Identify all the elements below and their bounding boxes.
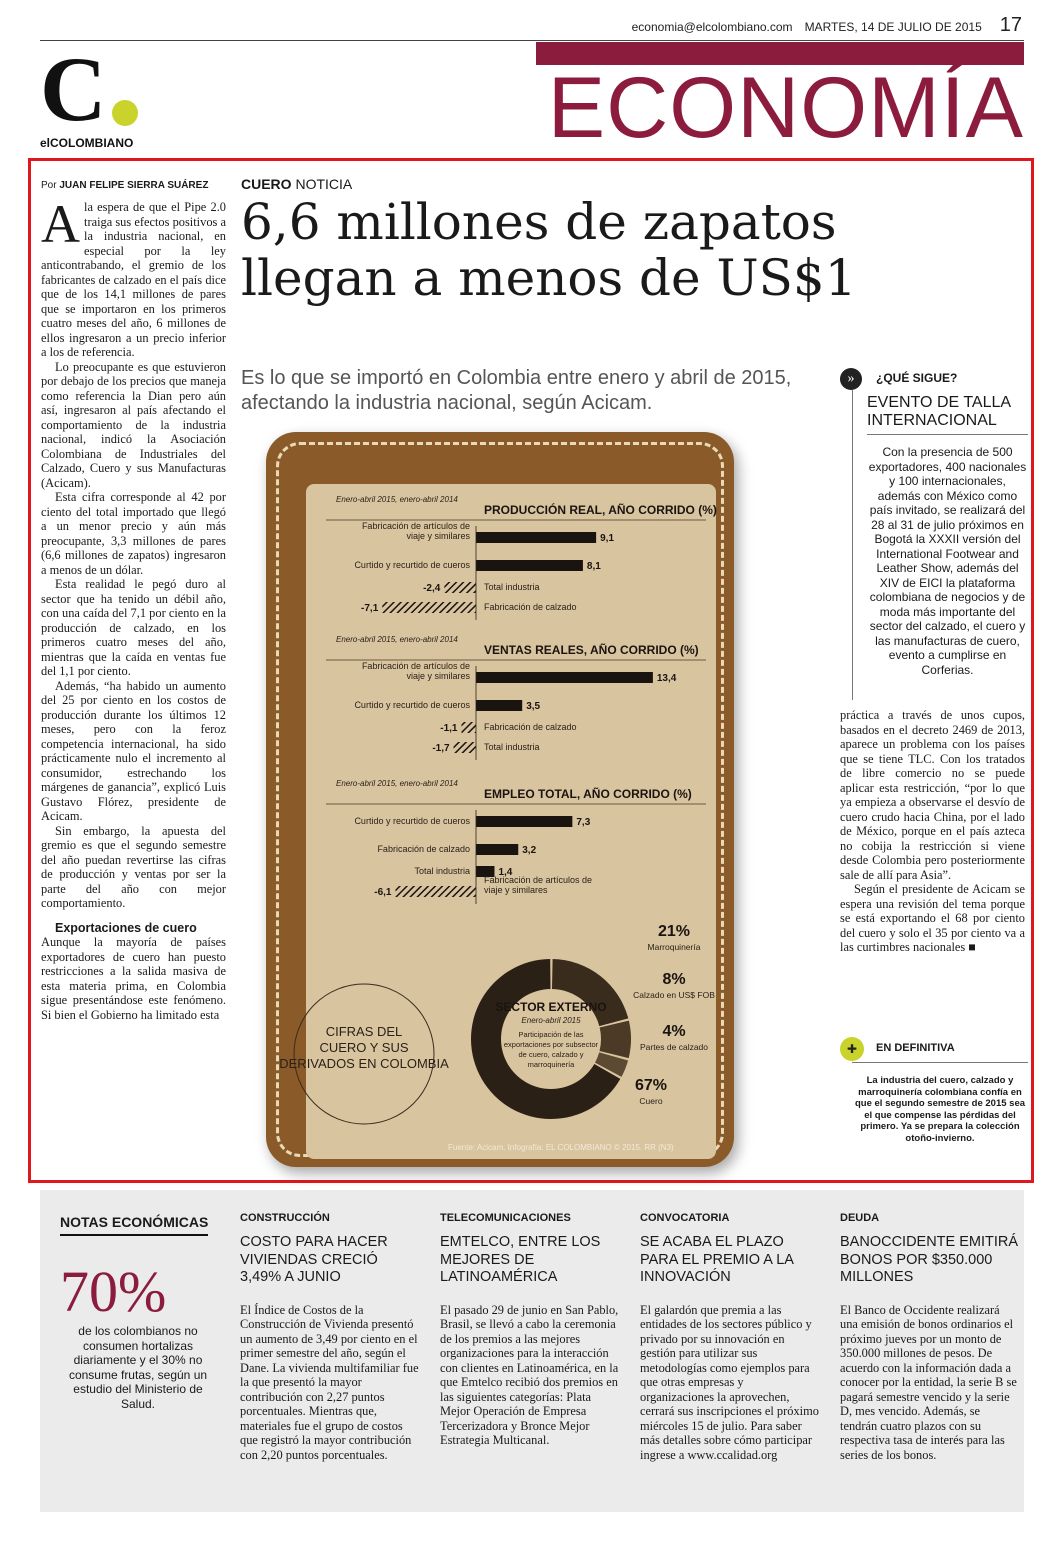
chart-period: Enero-abril 2015, enero-abril 2014 xyxy=(336,779,458,788)
donut-period: Enero-abril 2015 xyxy=(521,1016,581,1025)
donut-subtitle: exportaciones por subsector xyxy=(503,1040,599,1049)
slice-category-label: Partes de calzado xyxy=(639,1042,709,1052)
bar-category-label: Fabricación de calzado xyxy=(377,844,470,854)
slice-value-label: 4% xyxy=(662,1023,686,1040)
article-left-column xyxy=(41,194,226,1022)
donut-subtitle: Participación de las xyxy=(518,1030,584,1039)
chart-title: PRODUCCIÓN REAL, AÑO CORRIDO (%) xyxy=(484,503,717,517)
header-email[interactable]: economia@elcolombiano.com xyxy=(631,20,793,34)
bar xyxy=(476,816,572,827)
event-title: EVENTO DE TALLA INTERNACIONAL xyxy=(867,394,1028,435)
bar xyxy=(395,886,476,897)
bar-category-label: Curtido y recurtido de cueros xyxy=(354,816,470,826)
nota-body: El Banco de Occidente realizará una emisión de bonos ordinarios el próximo jueves por un monto de 350.000 millones de pesos. De acuerdo con la información dada a conocer por la entidad, la serie B se pagará semestre vencido y la serie D, mes vencido. Además, se tendrán cuatro plazos con su respectiva tasa de interés para las series de los bonos. xyxy=(840,1302,1017,1462)
bar-value-label: -6,1 xyxy=(374,887,392,898)
bar xyxy=(454,742,476,753)
kicker xyxy=(241,176,352,192)
deck: Es lo que se importó en Colombia entre enero y abril de 2015, afectando la industria nacional, según Acicam. xyxy=(241,367,792,414)
donut-subtitle: marroquinería xyxy=(527,1060,575,1069)
bar xyxy=(476,700,522,711)
logo-brand: elCOLOMBIANO xyxy=(40,136,134,150)
bar-value-label: 9,1 xyxy=(600,533,615,544)
nota-kicker: CONSTRUCCIÓN xyxy=(240,1212,330,1224)
nota-body: El pasado 29 de junio en San Pablo, Brasil, se llevó a cabo la ceremonia de los premios a las mejores organizaciones para la interacción con clientes en Latinoamérica, en la que Emtelco recibió dos premios en las siguientes categorías: Plata Mejor Operación de Empresa Tercerizadora y Bronce Mejor Estrategia Multicanal. xyxy=(440,1302,619,1447)
bar-category-label: Total industria xyxy=(414,866,470,876)
bar xyxy=(476,532,596,543)
grid-dots-icon: ✚ xyxy=(840,1037,864,1061)
paragraph-6: Sin embargo, la apuesta del gremio es que el segundo semestre del año puedan revertirse las cifras de producción y ventas por ser la parte del año con mejor comportamiento. xyxy=(41,823,226,910)
logo-letter: C xyxy=(40,38,107,140)
double-chevron-icon: » xyxy=(840,368,862,390)
bar-value-label: 1,4 xyxy=(498,867,513,878)
donut-title: SECTOR EXTERNO xyxy=(495,1000,607,1014)
nota-headline: BANOCCIDENTE EMITIRÁ BONOS POR $350.000 MILLONES xyxy=(840,1234,1019,1285)
graphic-source: Fuente: Acicam. Infografía: EL COLOMBIANO © 2015. RR (N3) xyxy=(448,1143,674,1152)
header-date: MARTES, 14 DE JULIO DE 2015 xyxy=(804,20,982,34)
bar-category-label: viaje y similares xyxy=(484,885,548,895)
bar-value-label: -1,1 xyxy=(440,723,458,734)
slice-category-label: Cuero xyxy=(639,1096,663,1106)
nota-headline: SE ACABA EL PLAZO PARA EL PREMIO A LA INNOVACIÓN xyxy=(640,1234,794,1285)
infographic-svg xyxy=(279,484,726,1164)
bar-value-label: 3,5 xyxy=(526,701,541,712)
chart-period: Enero-abril 2015, enero-abril 2014 xyxy=(336,635,458,644)
chart-title: EMPLEO TOTAL, AÑO CORRIDO (%) xyxy=(484,787,692,801)
paragraph-7: Aunque la mayoría de países exportadores de cuero han puesto restricciones a la salida masiva de esta materia prima, en Colombia sigue presentándose este fenómeno. Si bien el Gobierno ha limitado esta xyxy=(41,935,226,1022)
bar-category-label: Fabricación de artículos de xyxy=(361,521,470,531)
nota-convocatoria xyxy=(640,1212,820,1462)
notas-big-number: 70% xyxy=(60,1259,167,1324)
nota-body: El galardón que premia a las entidades de los sectores público y privado por su innovación en gestión para utilizar sus metodologías como ejemplos para que otras empresas y organizaciones la aprovechen, cerrará sus inscripciones el próximo miércoles 15 de julio. Para saber más detalles sobre cómo participar ingrese a www.ccalidad.org xyxy=(640,1302,819,1462)
bar-category-label: Fabricación de artículos de xyxy=(361,661,470,671)
headline-line-2: llegan a menos de US$1 xyxy=(241,249,857,307)
paragraph-5: Además, “ha habido un aumento del 25 por ciento en los costos de producción durante los últimos 12 meses, pero con la feroz competencia internacional, ha sido prácticamente nulo el incremento al consumidor, estrechando los márgenes de ganancia”, explicó Luis Gustavo Flórez, presidente de Acicam. xyxy=(41,678,226,823)
graphic-caption: CIFRAS DEL xyxy=(325,1024,403,1039)
bar-value-label: 8,1 xyxy=(586,561,601,572)
paragraph-9: Según el presidente de Acicam se espera una revisión del tema porque se está exportando el 68 por ciento del cuero y solo el 35 por ciento va a las curtimbres nacionales ■ xyxy=(840,882,1025,954)
bar-value-label: -7,1 xyxy=(361,603,379,614)
bar-category-label: Total industria xyxy=(484,742,540,752)
header-meta xyxy=(632,14,1022,37)
bar xyxy=(476,560,583,571)
page-number: 17 xyxy=(999,14,1022,36)
byline xyxy=(41,180,208,191)
donut-subtitle: de cuero, calzado y xyxy=(518,1050,584,1059)
notas-title: NOTAS ECONÓMICAS xyxy=(60,1214,208,1236)
infographic xyxy=(279,484,726,1164)
paragraph-4: Esta realidad le pegó duro al sector que ha tenido un débil año, con una caída del 7,1 por ciento en la producción de calzado, en los primeros cuatro meses del año, mientras que la caída en ventas fue del 1,1 por ciento. xyxy=(41,577,226,678)
slice-value-label: 67% xyxy=(634,1077,668,1094)
headline-line-1: 6,6 millones de zapatos xyxy=(241,193,837,251)
bar-value-label: 3,2 xyxy=(522,845,537,856)
notas-big-text: de los colombianos no consumen hortalizas diariamente y el 30% no consume frutas, según un estudio del Ministerio de Salud. xyxy=(68,1324,208,1411)
bar-category-label: Total industria xyxy=(484,582,540,592)
nota-kicker: TELECOMUNICACIONES xyxy=(440,1212,571,1224)
graphic-caption: DERIVADOS EN COLOMBIA xyxy=(279,1056,449,1071)
nota-kicker: CONVOCATORIA xyxy=(640,1212,730,1224)
kicker-bold: CUERO xyxy=(241,176,292,192)
en-definitiva-body: La industria del cuero, calzado y marroquinería colombiana confía en que el segundo semestre de 2015 sea el que compense las pérdidas del primero. Ya se prepara la colección otoño-invierno. xyxy=(852,1062,1028,1144)
bar-category-label: Fabricación de calzado xyxy=(484,722,577,732)
bar xyxy=(382,602,476,613)
nota-telecomunicaciones xyxy=(440,1212,620,1448)
nota-kicker: DEUDA xyxy=(840,1212,880,1224)
slice-value-label: 8% xyxy=(662,971,686,988)
section-title: ECONOMÍA xyxy=(547,60,1024,156)
bar xyxy=(476,844,518,855)
chart-title: VENTAS REALES, AÑO CORRIDO (%) xyxy=(484,643,699,657)
headline xyxy=(241,194,961,306)
bar-category-label: Fabricación de artículos de xyxy=(484,875,593,885)
slice-category-label: Marroquinería xyxy=(647,942,701,952)
nota-headline: EMTELCO, ENTRE LOS MEJORES DE LATINOAMÉRICA xyxy=(440,1234,601,1285)
nota-construccion xyxy=(240,1212,420,1462)
slice-value-label: 21% xyxy=(657,923,691,940)
paragraph-8: práctica a través de unos cupos, basados en el decreto 2469 de 2013, aparece un problema con los países que se tiene TLC. Con los tratados de libre comercio no se puede aplicar esta restricción, “por lo que ya empieza a observarse el desvío de cuero crudo hacia China, por el lado de México, porque en el país azteca no cobija la restricción si viene desde Colombia pero posteriormente sale de allí para Asia”. xyxy=(840,708,1025,882)
bar-value-label: 7,3 xyxy=(576,817,591,828)
paragraph-1: Ala espera de que el Pipe 2.0 traiga sus efectos positivos a la industria nacional, en especial por la ley anticontrabando, el gremio de los fabricantes de calzado en el país dice que de los 14,1 millones de pares que se importaron en los primeros cuatro meses del año, 6 millones de ellos ingresaron a un precio inferior a los de referencia. xyxy=(41,194,226,359)
nota-body: El Índice de Costos de la Construcción de Vivienda presentó un aumento de 3,49 por ciento en el primer semestre del año, según el Dane. La vivienda multifamiliar fue la que presentó la mayor contribución con 2,27 puntos porcentuales. Mientras que, materiales fue el grupo de costos que registró la mayor contribución con 2,20 puntos porcentuales. xyxy=(240,1302,419,1462)
kicker-rest: NOTICIA xyxy=(295,176,353,192)
bar-category-label: viaje y similares xyxy=(406,671,470,681)
bar-category-label: viaje y similares xyxy=(406,531,470,541)
article-right-column xyxy=(840,708,1025,955)
header-rule xyxy=(40,40,1024,41)
bar-value-label: -2,4 xyxy=(423,583,441,594)
paragraph-3: Esta cifra corresponde al 42 por ciento del total importado que llegó a un menor precio y aún más preocupante, 3,3 millones de pares (6,6 millones de zapatos) ingresaron a menos de un dólar. xyxy=(41,490,226,577)
bar-value-label: -1,7 xyxy=(432,743,450,754)
graphic-caption: CUERO Y SUS xyxy=(319,1040,409,1055)
event-body: Con la presencia de 500 exportadores, 400 nacionales y 100 internacionales, además con México como país invitado, se realizará del 28 al 31 de julio próximos en Bogotá la XXXII versión del International Footwear and Leather Show, además del XIV de EICI la plataforma colombiana de negocios y de moda más importante del sector del calzado, el cuero y las manufacturas de cuero, evento a cumplirse en Corferias. xyxy=(868,445,1027,677)
chart-period: Enero-abril 2015, enero-abril 2014 xyxy=(336,495,458,504)
paragraph-2: Lo preocupante es que estuvieron por debajo de los precios que maneja como referencia la Dian pero aún así, ingresaron al país afectando el comportamiento de la industria nacional, indicó la Asociación Colombiana de Industriales del Calzado, Cuero y sus Manufacturas (Acicam). xyxy=(41,359,226,490)
byline-prefix: Por xyxy=(41,180,57,191)
nota-deuda xyxy=(840,1212,1020,1462)
donut-slice xyxy=(600,1021,631,1058)
dropcap: A xyxy=(41,194,80,254)
nota-headline: COSTO PARA HACER VIVIENDAS CRECIÓ 3,49% A JUNIO xyxy=(240,1234,388,1285)
bar-category-label: Curtido y recurtido de cueros xyxy=(354,560,470,570)
byline-author: JUAN FELIPE SIERRA SUÁREZ xyxy=(59,180,209,191)
bar xyxy=(461,722,476,733)
slice-category-label: Calzado en US$ FOB xyxy=(633,990,715,1000)
bar-value-label: 13,4 xyxy=(656,673,677,684)
bar-category-label: Curtido y recurtido de cueros xyxy=(354,700,470,710)
newspaper-logo[interactable] xyxy=(40,38,140,150)
bar xyxy=(444,582,476,593)
que-sigue-label: ¿QUÉ SIGUE? xyxy=(876,371,958,385)
bar-category-label: Fabricación de calzado xyxy=(484,602,577,612)
logo-dot xyxy=(112,100,138,126)
bar xyxy=(476,672,653,683)
en-definitiva-label: EN DEFINITIVA xyxy=(876,1042,955,1054)
subhead: Exportaciones de cuero xyxy=(55,920,197,935)
event-box xyxy=(852,390,1028,700)
